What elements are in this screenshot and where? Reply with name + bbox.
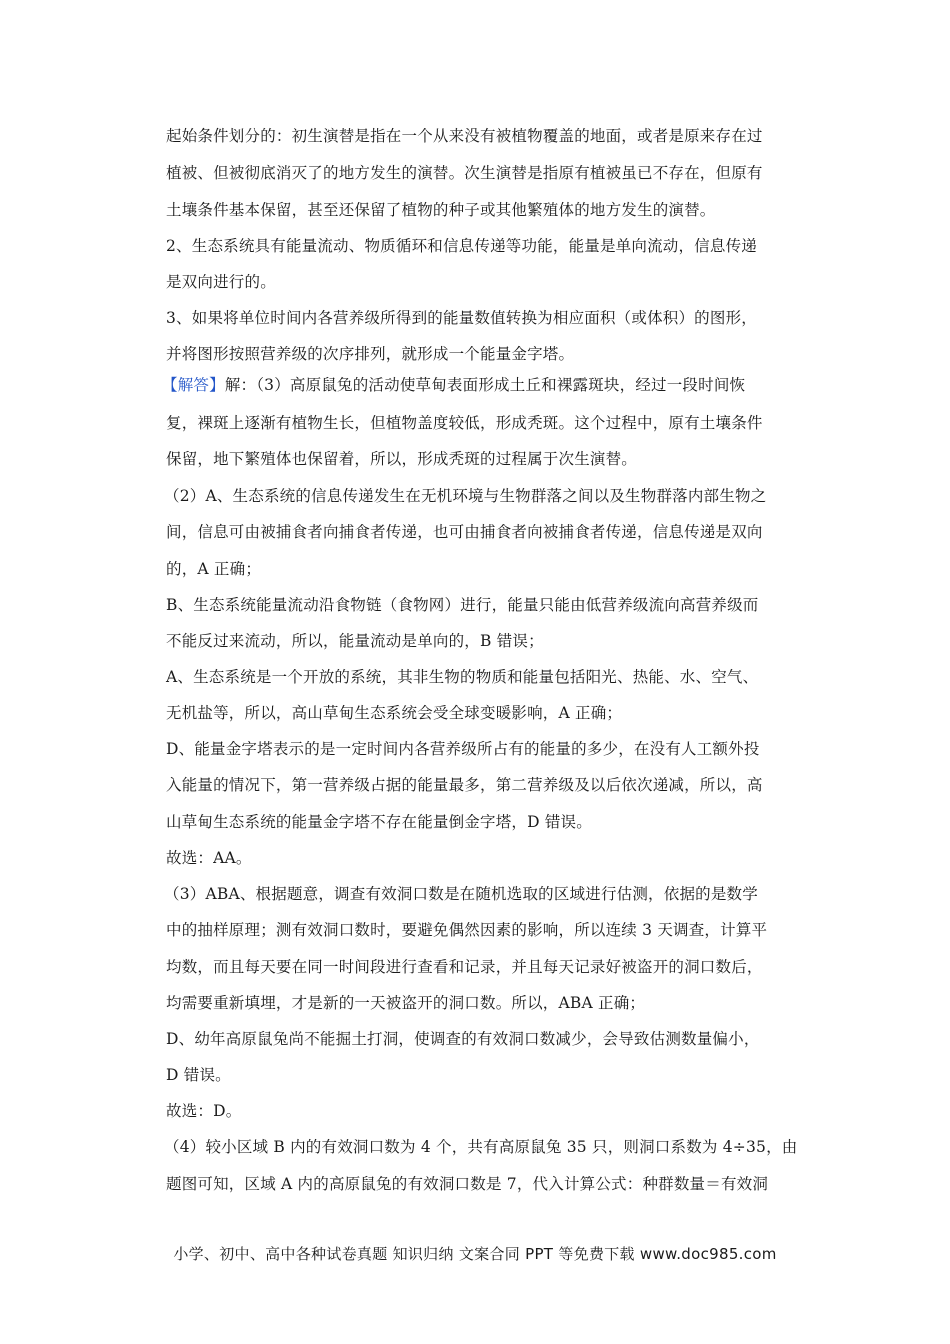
text-line: 山草甸生态系统的能量金字塔不存在能量倒金字塔，D 错误。 <box>166 813 592 831</box>
text-line: 中的抽样原理；测有效洞口数时，要避免偶然因素的影响，所以连续 3 天调查，计算平 <box>166 921 768 939</box>
page-footer: 小学、初中、高中各种试卷真题 知识归纳 文案合同 PPT 等免费下载 www.doc985.com <box>173 1245 777 1263</box>
text-line: 故选：D。 <box>166 1102 242 1120</box>
text-line: 的，A 正确； <box>166 560 262 578</box>
text-line: 均数，而且每天要在同一时间段进行查看和记录，并且每天记录好被盗开的洞口数后， <box>166 958 763 976</box>
text-line: 解：（3）高原鼠兔的活动使草甸表面形成土丘和裸露斑块，经过一段时间恢 <box>224 376 746 394</box>
text-line: （3）ABA、根据题意，调查有效洞口数是在随机选取的区域进行估测，依据的是数学 <box>164 885 758 903</box>
text-line: 植被、但被彻底消灭了的地方发生的演替。次生演替是指原有植被虽已不存在，但原有 <box>166 164 763 182</box>
text-line: 土壤条件基本保留，甚至还保留了植物的种子或其他繁殖体的地方发生的演替。 <box>166 201 716 219</box>
text-line: 间，信息可由被捕食者向捕食者传递，也可由捕食者向被捕食者传递，信息传递是双向 <box>166 523 763 541</box>
text-line: 复，裸斑上逐渐有植物生长，但植物盖度较低，形成秃斑。这个过程中，原有土壤条件 <box>166 414 763 432</box>
text-line: 无机盐等，所以，高山草甸生态系统会受全球变暖影响，A 正确； <box>166 704 623 722</box>
text-line: （4）较小区域 B 内的有效洞口数为 4 个，共有高原鼠兔 35 只，则洞口系数为 4÷35，由 <box>164 1138 798 1156</box>
text-line: D 错误。 <box>166 1066 231 1084</box>
answer-line <box>162 375 802 395</box>
text-line: 故选：AA。 <box>166 849 252 867</box>
text-line: 起始条件划分的：初生演替是指在一个从来没有被植物覆盖的地面，或者是原来存在过 <box>166 127 763 145</box>
text-line: 入能量的情况下，第一营养级占据的能量最多，第二营养级及以后依次递减，所以，高 <box>166 776 763 794</box>
text-line: D、能量金字塔表示的是一定时间内各营养级所占有的能量的多少，在没有人工额外投 <box>166 740 760 758</box>
text-line: 2、生态系统具有能量流动、物质循环和信息传递等功能，能量是单向流动，信息传递 <box>166 237 757 255</box>
text-line: A、生态系统是一个开放的系统，其非生物的物质和能量包括阳光、热能、水、空气、 <box>166 668 759 686</box>
text-line: 题图可知，区域 A 内的高原鼠兔的有效洞口数是 7，代入计算公式：种群数量＝有效洞 <box>166 1175 769 1193</box>
text-line: 3、如果将单位时间内各营养级所得到的能量数值转换为相应面积（或体积）的图形， <box>166 309 757 327</box>
text-line: D、幼年高原鼠兔尚不能掘土打洞，使调查的有效洞口数减少，会导致估测数量偏小， <box>166 1030 760 1048</box>
text-line: 是双向进行的。 <box>166 273 276 291</box>
text-line: 保留，地下繁殖体也保留着，所以，形成秃斑的过程属于次生演替。 <box>166 450 638 468</box>
text-line: B、生态系统能量流动沿食物链（食物网）进行，能量只能由低营养级流向高营养级而 <box>166 596 759 614</box>
text-line: 不能反过来流动，所以，能量流动是单向的，B 错误； <box>166 632 544 650</box>
text-line: （2）A、生态系统的信息传递发生在无机环境与生物群落之间以及生物群落内部生物之 <box>164 487 767 505</box>
answer-tag: 【解答】 <box>162 376 225 394</box>
text-line: 均需要重新填埋，才是新的一天被盗开的洞口数。所以，ABA 正确； <box>166 994 646 1012</box>
text-line: 并将图形按照营养级的次序排列，就形成一个能量金字塔。 <box>166 345 575 363</box>
